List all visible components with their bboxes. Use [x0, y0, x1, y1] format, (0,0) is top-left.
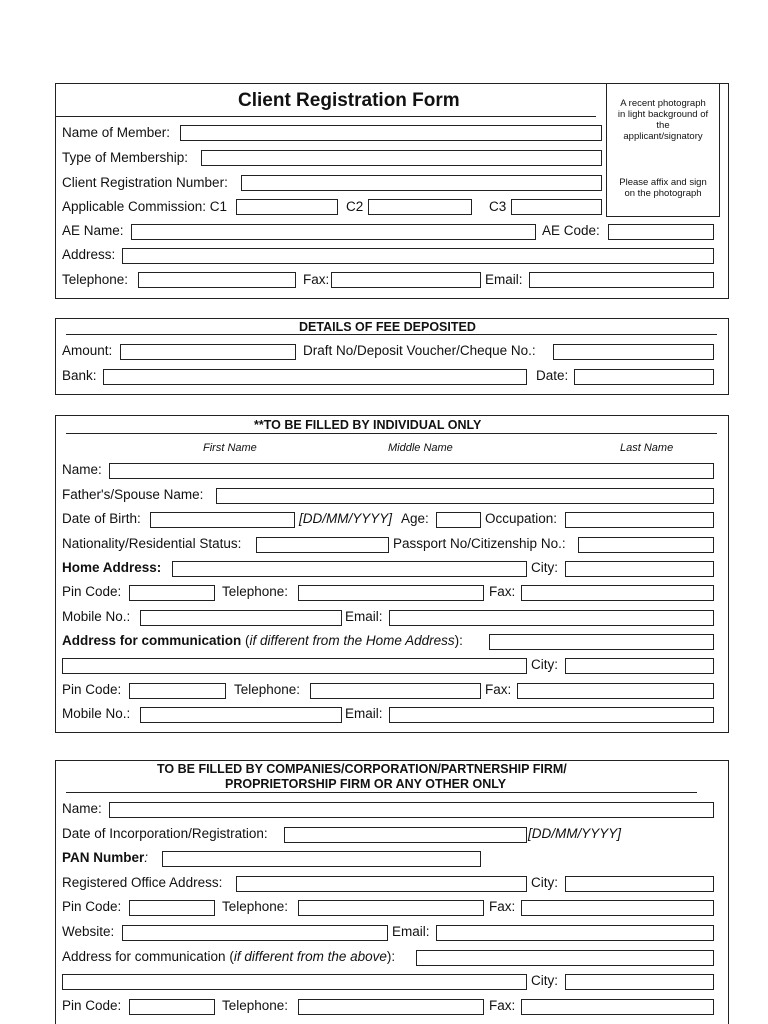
address-label: Address: — [62, 247, 116, 262]
commission-c2-input[interactable] — [368, 199, 472, 215]
type-of-membership-input[interactable] — [201, 150, 602, 166]
photo-line-6: on the photograph — [624, 188, 702, 199]
home-telephone-input[interactable] — [298, 585, 484, 601]
pan-input[interactable] — [162, 851, 481, 867]
co-comm-fax-label: Fax: — [489, 998, 516, 1013]
comm-email-label: Email: — [345, 706, 383, 721]
father-spouse-input[interactable] — [216, 488, 714, 504]
co-comm-city-input[interactable] — [565, 974, 714, 990]
father-spouse-label: Father's/Spouse Name: — [62, 487, 204, 502]
fax-label: Fax: — [303, 272, 330, 287]
commission-c1-input[interactable] — [236, 199, 338, 215]
co-email-label: Email: — [392, 924, 430, 939]
comm-mobile-label: Mobile No.: — [62, 706, 131, 721]
comm-city-label: City: — [531, 657, 558, 672]
ind-name-label: Name: — [62, 462, 102, 477]
home-pin-input[interactable] — [129, 585, 215, 601]
ae-code-label: AE Code: — [542, 223, 600, 238]
first-name-column-label: First Name — [203, 442, 257, 454]
co-comm-address-input-2[interactable] — [62, 974, 527, 990]
nationality-input[interactable] — [256, 537, 389, 553]
photo-box — [606, 83, 720, 217]
ae-name-label: AE Name: — [62, 223, 124, 238]
co-comm-city-label: City: — [531, 973, 558, 988]
comm-address-italic: if different from the Home Address — [249, 633, 455, 648]
co-comm-address-label — [62, 949, 395, 965]
company-heading-line-1: TO BE FILLED BY COMPANIES/CORPORATION/PARTNERSHIP FIRM/ — [157, 762, 567, 776]
client-title-divider — [55, 116, 596, 117]
home-city-label: City: — [531, 560, 558, 575]
email-label: Email: — [485, 272, 523, 287]
comm-fax-input[interactable] — [517, 683, 714, 699]
bank-label: Bank: — [62, 368, 97, 383]
comm-mobile-input[interactable] — [140, 707, 342, 723]
ae-name-input[interactable] — [131, 224, 536, 240]
comm-address-close: ): — [454, 633, 463, 648]
photo-line-3: the — [656, 120, 670, 131]
name-of-member-label: Name of Member: — [62, 125, 171, 140]
website-label: Website: — [62, 924, 115, 939]
ind-name-input[interactable] — [109, 463, 714, 479]
pan-label-text: PAN Number — [62, 850, 145, 865]
type-of-membership-label: Type of Membership: — [62, 150, 189, 165]
comm-address-input-2[interactable] — [62, 658, 527, 674]
home-telephone-label: Telephone: — [222, 584, 289, 599]
date-input[interactable] — [574, 369, 714, 385]
incorp-date-input[interactable] — [284, 827, 527, 843]
co-city-input[interactable] — [565, 876, 714, 892]
address-input[interactable] — [122, 248, 714, 264]
nationality-label: Nationality/Residential Status: — [62, 536, 242, 551]
co-fax-label: Fax: — [489, 899, 516, 914]
commission-c2-label: C2 — [346, 199, 364, 214]
dob-label: Date of Birth: — [62, 511, 141, 526]
photo-line-2: in light background of — [617, 109, 709, 120]
passport-input[interactable] — [578, 537, 714, 553]
comm-address-open: ( — [241, 633, 250, 648]
bank-input[interactable] — [103, 369, 527, 385]
co-comm-address-italic: if different from the above — [233, 949, 387, 964]
fax-input[interactable] — [331, 272, 481, 288]
co-telephone-input[interactable] — [298, 900, 484, 916]
amount-input[interactable] — [120, 344, 296, 360]
reg-office-label: Registered Office Address: — [62, 875, 223, 890]
reg-office-input[interactable] — [236, 876, 527, 892]
email-input[interactable] — [529, 272, 714, 288]
client-reg-number-input[interactable] — [241, 175, 602, 191]
comm-email-input[interactable] — [389, 707, 714, 723]
comm-address-bold: Address for communication — [62, 633, 242, 648]
age-label: Age: — [401, 511, 429, 526]
comm-telephone-label: Telephone: — [234, 682, 301, 697]
incorp-date-label: Date of Incorporation/Registration: — [62, 826, 268, 841]
middle-name-column-label: Middle Name — [388, 442, 453, 454]
co-pin-input[interactable] — [129, 900, 215, 916]
comm-address-label — [62, 633, 463, 649]
co-comm-address-input-1[interactable] — [416, 950, 714, 966]
date-label: Date: — [536, 368, 569, 383]
individual-heading-rule — [66, 433, 717, 434]
co-name-input[interactable] — [109, 802, 714, 818]
co-comm-address-close: ): — [386, 949, 396, 964]
comm-city-input[interactable] — [565, 658, 714, 674]
mobile-label: Mobile No.: — [62, 609, 131, 624]
co-pin-label: Pin Code: — [62, 899, 122, 914]
home-fax-input[interactable] — [521, 585, 714, 601]
photo-line-1: A recent photograph — [620, 98, 706, 109]
home-address-input[interactable] — [172, 561, 527, 577]
comm-fax-label: Fax: — [485, 682, 512, 697]
draft-no-label: Draft No/Deposit Voucher/Cheque No.: — [303, 343, 536, 358]
last-name-column-label: Last Name — [620, 442, 674, 454]
passport-label: Passport No/Citizenship No.: — [393, 536, 566, 551]
dob-input[interactable] — [150, 512, 295, 528]
home-address-label: Home Address: — [62, 560, 162, 575]
home-pin-label: Pin Code: — [62, 584, 122, 599]
co-comm-pin-input[interactable] — [129, 999, 215, 1015]
amount-label: Amount: — [62, 343, 113, 358]
comm-telephone-input[interactable] — [310, 683, 481, 699]
co-fax-input[interactable] — [521, 900, 714, 916]
occupation-input[interactable] — [565, 512, 714, 528]
pan-label-colon: : — [144, 850, 149, 865]
pan-label — [62, 850, 148, 866]
home-city-input[interactable] — [565, 561, 714, 577]
comm-pin-input[interactable] — [129, 683, 226, 699]
telephone-input[interactable] — [138, 272, 296, 288]
co-city-label: City: — [531, 875, 558, 890]
photo-line-4: applicant/signatory — [623, 131, 703, 142]
ind-email-label: Email: — [345, 609, 383, 624]
company-heading-line-2: PROPRIETORSHIP FIRM OR ANY OTHER ONLY — [225, 777, 507, 791]
client-reg-number-label: Client Registration Number: — [62, 175, 228, 190]
website-input[interactable] — [122, 925, 388, 941]
co-email-input[interactable] — [436, 925, 714, 941]
comm-pin-label: Pin Code: — [62, 682, 122, 697]
telephone-label: Telephone: — [62, 272, 129, 287]
dob-format-hint: [DD/MM/YYYY] — [299, 511, 393, 526]
co-comm-telephone-input[interactable] — [298, 999, 484, 1015]
fee-heading-rule — [66, 334, 717, 335]
commission-c3-label: C3 — [489, 199, 507, 214]
comm-address-input-1[interactable] — [489, 634, 714, 650]
mobile-input[interactable] — [140, 610, 342, 626]
applicable-commission-label: Applicable Commission: C1 — [62, 199, 228, 214]
page-title: Client Registration Form — [238, 90, 460, 111]
co-telephone-label: Telephone: — [222, 899, 289, 914]
ind-email-input[interactable] — [389, 610, 714, 626]
co-comm-fax-input[interactable] — [521, 999, 714, 1015]
incorp-date-format-hint: [DD/MM/YYYY] — [528, 826, 622, 841]
co-comm-telephone-label: Telephone: — [222, 998, 289, 1013]
co-comm-address-text: Address for communication ( — [62, 949, 234, 964]
commission-c3-input[interactable] — [511, 199, 602, 215]
individual-heading: **TO BE FILLED BY INDIVIDUAL ONLY — [254, 418, 482, 432]
name-of-member-input[interactable] — [180, 125, 602, 141]
draft-no-input[interactable] — [553, 344, 714, 360]
company-heading-rule — [66, 792, 697, 793]
fee-heading: DETAILS OF FEE DEPOSITED — [299, 320, 476, 334]
ae-code-input[interactable] — [608, 224, 714, 240]
home-fax-label: Fax: — [489, 584, 516, 599]
co-comm-pin-label: Pin Code: — [62, 998, 122, 1013]
age-input[interactable] — [436, 512, 481, 528]
photo-line-5: Please affix and sign — [619, 177, 707, 188]
co-name-label: Name: — [62, 801, 102, 816]
occupation-label: Occupation: — [485, 511, 558, 526]
